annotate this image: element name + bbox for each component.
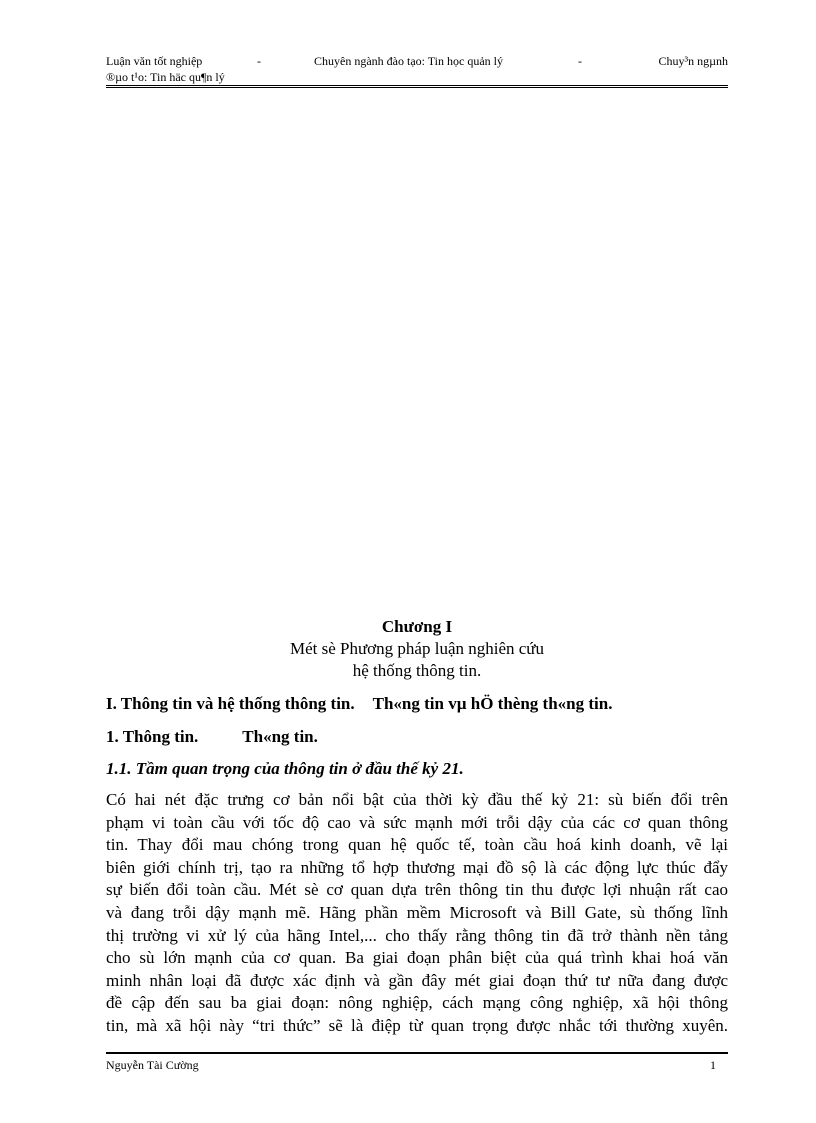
paragraph-line: biên giới chính trị, tạo ra những tổ hợp thương mại đồ sộ là các động lực thúc đẩy bbox=[106, 857, 728, 877]
footer-author: Nguyễn Tài Cường bbox=[106, 1058, 199, 1072]
header-separator: - bbox=[578, 54, 582, 68]
header-middle-text: Chuyên ngành đào tạo: Tin học quản lý bbox=[314, 54, 503, 68]
section-heading-1-text: I. Thông tin và hệ thống thông tin. bbox=[106, 694, 355, 713]
paragraph-line: tin, mà xã hội này “tri thức” sẽ là điệp từ quan trọng được nhắc tới thường xuyên. bbox=[106, 1015, 728, 1035]
section-heading-2-garbled: Th«ng tin. bbox=[242, 727, 318, 746]
section-heading-1-garbled: Th«ng tin vµ hÖ thèng th«ng tin. bbox=[372, 694, 613, 713]
paragraph-line: cho sù lớn mạnh của cơ quan. Ba giai đoạn phân biệt của quá trình khai hoá văn bbox=[106, 948, 728, 968]
header-right-text: Chuy³n ngµnh bbox=[658, 54, 728, 68]
header-separator: - bbox=[257, 54, 261, 68]
body-paragraph bbox=[106, 789, 728, 1038]
paragraph-line: thị trường vi xử lý của hãng Intel,... cho thấy rằng thông tin đã trở thành nền tảng bbox=[106, 925, 728, 945]
paragraph-line: và đang trỗi dậy mạnh mẽ. Hãng phần mềm Microsoft và Bill Gate, sù thống lĩnh bbox=[106, 902, 728, 922]
subsection-heading: 1.1. Tầm quan trọng của thông tin ở đầu thế kỷ 21. bbox=[106, 759, 464, 778]
paragraph-line: phạm vi toàn cầu với tốc độ cao và sức mạnh mới trỗi dậy của các cơ quan thông bbox=[106, 812, 728, 832]
paragraph-line: Có hai nét đặc trưng cơ bản nổi bật của thời kỳ đầu thế kỷ 21: sù biến đổi trên bbox=[106, 790, 728, 809]
footer-divider bbox=[106, 1052, 728, 1054]
chapter-label: Chương I bbox=[381, 617, 453, 636]
header-second-line: ®µo t¹o: Tin häc qu¶n lý bbox=[106, 70, 225, 84]
section-heading-2-text: 1. Thông tin. bbox=[106, 727, 199, 746]
paragraph-line: sự biến đổi toàn cầu. Mét sè cơ quan dựa trên thông tin thu được lợi nhuận rất cao bbox=[106, 880, 728, 900]
page-header bbox=[106, 53, 728, 85]
paragraph-line: minh nhân loại đã được xác định và gần đây mét giai đoạn thứ tư nữa đang được bbox=[106, 970, 728, 990]
page-number: 1 bbox=[710, 1058, 716, 1072]
header-row bbox=[106, 53, 728, 69]
chapter-title-line-2: hệ thống thông tin. bbox=[352, 661, 482, 680]
paragraph-line: tin. Thay đổi mau chóng trong quan hệ quốc tế, toàn cầu hoá kinh doanh, vẽ lại bbox=[106, 835, 728, 855]
section-heading-2 bbox=[106, 727, 728, 747]
paragraph-line: đề cập đến sau ba giai đoạn: nông nghiệp, cách mạng công nghiệp, xã hội thông bbox=[106, 993, 728, 1013]
header-divider bbox=[106, 85, 728, 88]
chapter-title-line-1: Mét sè Phương pháp luận nghiên cứu bbox=[289, 639, 545, 658]
section-heading-1 bbox=[106, 694, 728, 714]
header-left-text: Luận văn tốt nghiệp bbox=[106, 54, 203, 68]
